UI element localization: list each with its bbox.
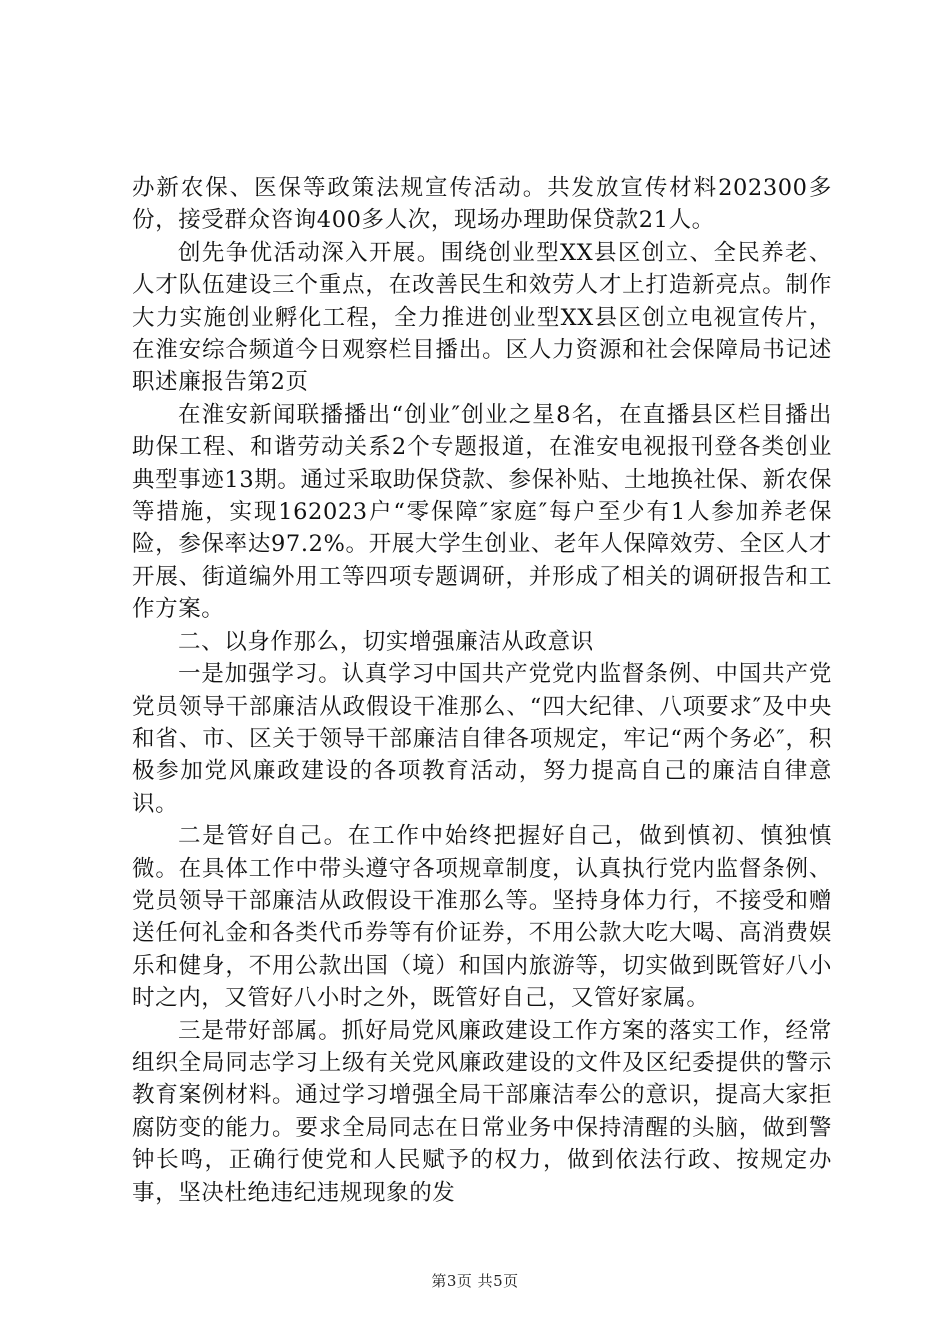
paragraph-2: 创先争优活动深入开展。围绕创业型XX县区创立、全民养老、人才队伍建设三个重点，在改善民生和效劳人才上打造新亮点。制作大力实施创业孵化工程，全力推进创业型XX县区创立电视宣传片，在淮安综合频道今日观察栏目播出。区人力资源和社会保障局书记述职述廉报告第2页	[132, 239, 832, 396]
paragraph-5: 二是管好自己。在工作中始终把握好自己，做到慎初、慎独慎微。在具体工作中带头遵守各项规章制度，认真执行党内监督条例、党员领导干部廉洁从政假设干准那么等。坚持身体力行，不接受和赠送任何礼金和各类代币券等有价证券，不用公款大吃大喝、高消费娱乐和健身，不用公款出国（境）和国内旅游等，切实做到既管好八小时之内，又管好八小时之外，既管好自己，又管好家属。	[132, 823, 832, 1012]
paragraph-4: 一是加强学习。认真学习中国共产党党内监督条例、中国共产党党员领导干部廉洁从政假设干准那么、“四大纪律、八项要求″及中央和省、市、区关于领导干部廉洁自律各项规定，牢记“两个务必″，积极参加党风廉政建设的各项教育活动，努力提高自己的廉洁自律意识。	[132, 661, 832, 817]
paragraph-1: 办新农保、医保等政策法规宣传活动。共发放宣传材料202300多份，接受群众咨询400多人次，现场办理助保贷款21人。	[132, 175, 832, 234]
page-number-footer: 第3页 共5页	[431, 1272, 519, 1290]
paragraph-3: 在淮安新闻联播播出“创业″创业之星8名，在直播县区栏目播出助保工程、和谐劳动关系2个专题报道，在淮安电视报刊登各类创业典型事迹13期。通过采取助保贷款、参保补贴、土地换社保、新农保等措施，实现162023户“零保障″家庭″每户至少有1人参加养老保险，参保率达97.2%。开展大学生创业、老年人保障效劳、全区人才开展、街道编外用工等四项专题调研，并形成了相关的调研报告和工作方案。	[132, 401, 832, 623]
body-text	[132, 172, 832, 1209]
section-heading: 二、以身作那么，切实增强廉洁从政意识	[178, 628, 594, 655]
paragraph-6: 三是带好部属。抓好局党风廉政建设工作方案的落实工作，经常组织全局同志学习上级有关党风廉政建设的文件及区纪委提供的警示教育案例材料。通过学习增强全局干部廉洁奉公的意识，提高大家拒腐防变的能力。要求全局同志在日常业务中保持清醒的头脑，做到警钟长鸣，正确行使党和人民赋予的权力，做到依法行政、按规定办事，坚决杜绝违纪违规现象的发	[132, 1017, 832, 1206]
